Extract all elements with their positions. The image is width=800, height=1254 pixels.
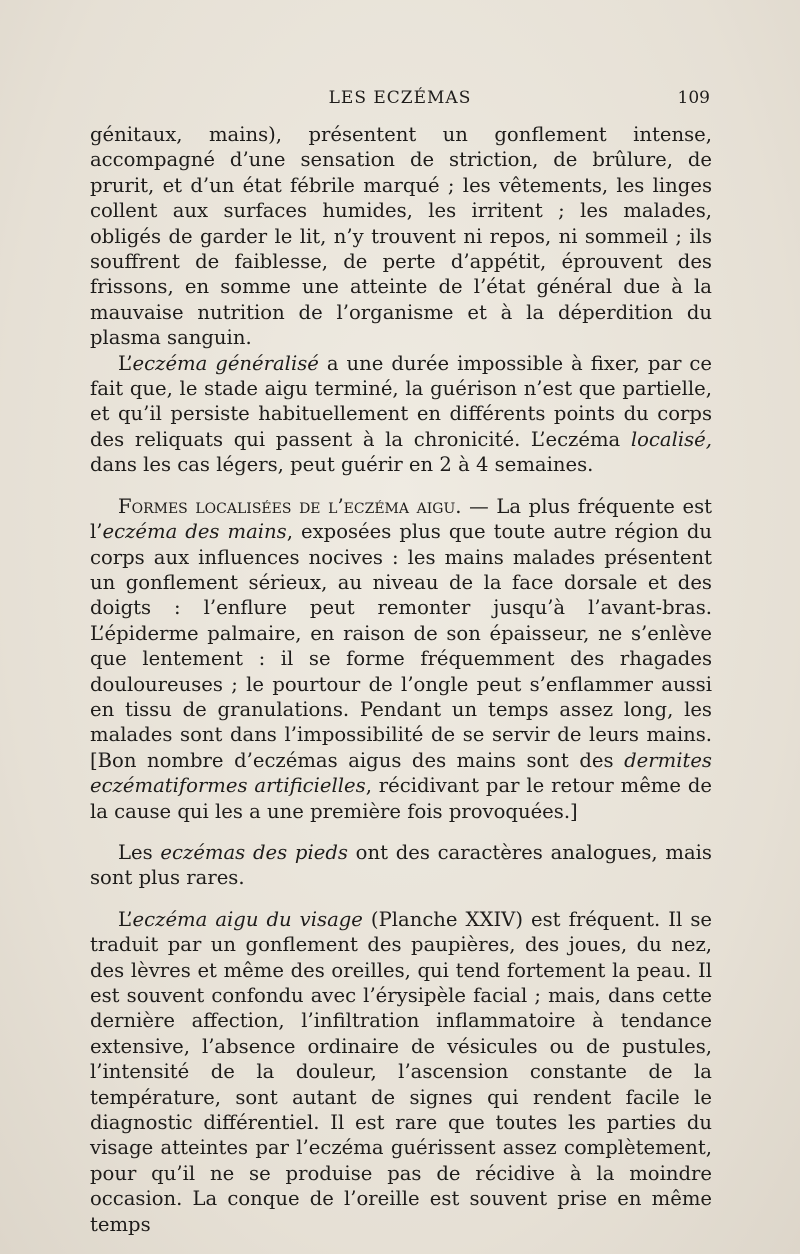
text-run: (Planche XXIV) est fréquent. Il se traduit par un gonflement des paupières, des joues, du nez, des lèvres et même des oreilles, qui tend fortement la peau. Il est souvent confondu avec l’érysipèle facial ; mais, dans cette dernière affection, l’infiltration inflammatoire à tendance extensive, l’absence ordinaire de vésicules ou de pustules, l’intensité de la douleur, l’ascension constante de la température, sont autant de signes qui rendent facile le diagnostic différentiel. Il est rare que toutes les parties du visage atteintes par l’eczéma guérissent assez complètement, pour qu’il ne se produise pas de récidive à la moindre occasion. La conque de l’oreille est souvent prise en même temps bbox=[90, 907, 712, 1236]
text-run: L’ bbox=[118, 907, 133, 931]
text-run: L’ bbox=[118, 351, 133, 375]
text-run: , exposées plus que toute autre région du corps aux influences nocives : les mains malades présentent un gonflement sérieux, au niveau de la face dorsale et des doigts : l’enflure peut remonter jusqu’à l’avant-bras. L’épiderme palmaire, en raison de son épaisseur, ne s’enlève que lentement : il se forme fréquemment des rhagades douloureuses ; le pourtour de l’ongle peut s’enflammer aussi en tissu de granulations. Pendant un temps assez long, les malades sont dans l’impossibilité de se servir de leurs mains. [Bon nombre d’eczémas aigus des mains sont des bbox=[90, 520, 712, 772]
text-run: , récidivant par le retour même de la cause qui les a une première fois provoquées.] bbox=[90, 774, 712, 823]
italic-term: eczémas des pieds bbox=[160, 840, 348, 864]
running-title: LES ECZÉMAS bbox=[328, 88, 472, 108]
text-run: a une durée impossible à fixer, par ce fait que, le stade aigu terminé, la guérison n’est que partielle, et qu’il persiste habituellement en différents points du corps des reliquats qui passent à la chronicité. L’eczéma bbox=[90, 351, 712, 451]
page-header bbox=[90, 88, 710, 114]
paragraph-4 bbox=[90, 840, 712, 891]
italic-term: eczéma généralisé bbox=[132, 351, 319, 375]
italic-term: eczéma des mains bbox=[102, 520, 287, 544]
section-heading: Formes localisées de l’eczéma aigu. bbox=[118, 494, 462, 518]
paragraph-1: génitaux, mains), présentent un gonflement intense, accompagné d’une sensation de striction, de brûlure, de prurit, et d’un état fébrile marqué ; les vêtements, les linges collent aux surfaces humides, les irritent ; les malades, obligés de garder le lit, n’y trouvent ni repos, ni sommeil ; ils souffrent de faiblesse, de perte d’appétit, éprouvent des frissons, en somme une atteinte de l’état général due à la mauvaise nutrition de l’organisme et à la déperdition du plasma sanguin. bbox=[90, 123, 712, 350]
italic-term: dermites eczématiformes artificielles bbox=[90, 748, 712, 798]
paragraph-5 bbox=[90, 907, 712, 1237]
text-run: ont des caractères analogues, mais sont plus rares. bbox=[90, 840, 712, 890]
italic-term: eczéma aigu du visage bbox=[132, 907, 363, 931]
paragraph-2 bbox=[90, 351, 712, 478]
italic-term: localisé, bbox=[630, 427, 712, 451]
text-run: Les bbox=[118, 840, 161, 864]
body-text bbox=[90, 122, 712, 1237]
text-run: dans les cas légers, peut guérir en 2 à 4 semaines. bbox=[90, 453, 594, 477]
paragraph-3 bbox=[90, 494, 712, 824]
page-number: 109 bbox=[677, 88, 710, 108]
text-run: — La plus fréquente est l’ bbox=[90, 494, 712, 544]
